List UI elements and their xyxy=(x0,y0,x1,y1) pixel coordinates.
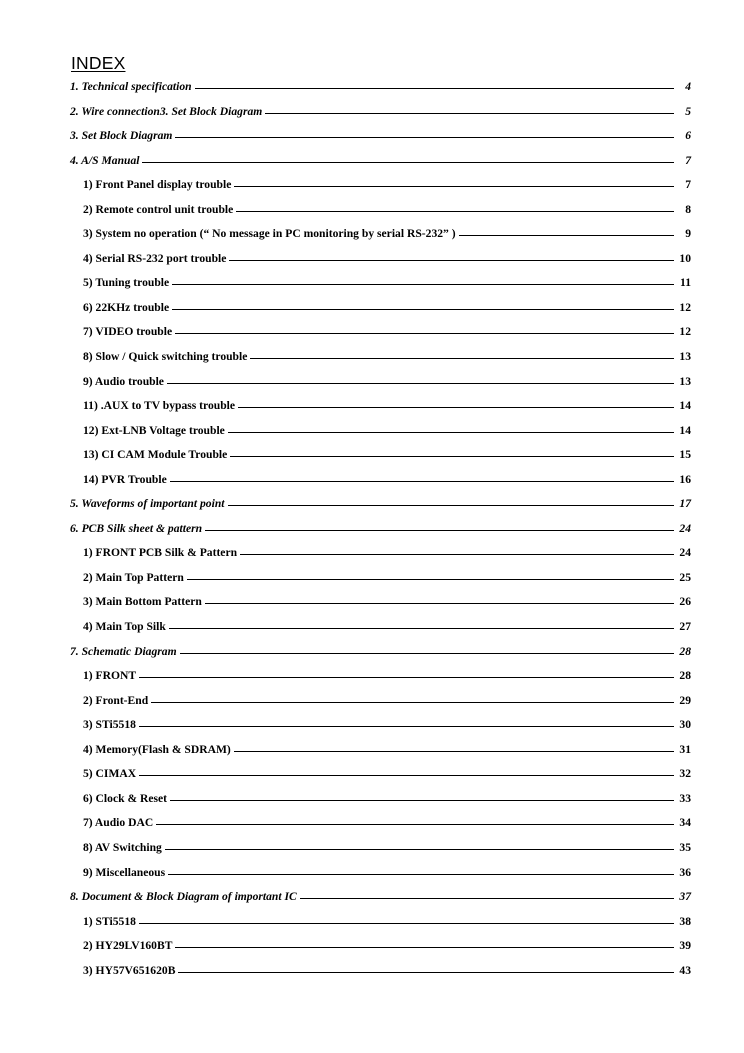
toc-leader-line xyxy=(228,505,675,506)
toc-subsection-entry xyxy=(70,743,691,768)
toc-leader-line xyxy=(142,162,674,163)
toc-subsection-entry xyxy=(70,399,691,424)
toc-leader-line xyxy=(172,284,674,285)
toc-page-number: 43 xyxy=(679,963,691,977)
toc-subsection-entry xyxy=(70,325,691,350)
toc-leader-line xyxy=(178,972,674,973)
toc-subsection-entry xyxy=(70,227,691,252)
toc-leader-line xyxy=(151,702,674,703)
toc-leader-line xyxy=(139,677,674,678)
toc-page-number: 14 xyxy=(679,399,691,413)
toc-page-number: 11 xyxy=(680,276,691,290)
toc-subsection-entry xyxy=(70,252,691,277)
toc-section-entry xyxy=(70,80,691,105)
toc-page-number: 24 xyxy=(679,546,691,560)
toc-leader-line xyxy=(250,358,674,359)
toc-leader-line xyxy=(170,800,674,801)
toc-page-number: 13 xyxy=(679,374,691,388)
toc-subsection-entry xyxy=(70,178,691,203)
toc-entry-label: 7. Schematic Diagram xyxy=(70,644,177,658)
toc-entry-label: 9) Miscellaneous xyxy=(83,865,166,879)
toc-entry-label: 3) HY57V651620B xyxy=(83,963,176,977)
toc-leader-line xyxy=(238,407,674,408)
toc-subsection-entry xyxy=(70,939,691,964)
toc-leader-line xyxy=(175,947,674,948)
toc-leader-line xyxy=(236,211,674,212)
toc-subsection-entry xyxy=(70,375,691,400)
toc-leader-line xyxy=(234,186,674,187)
toc-leader-line xyxy=(229,260,674,261)
toc-subsection-entry xyxy=(70,424,691,449)
toc-page-number: 28 xyxy=(679,644,691,658)
toc-section-entry xyxy=(70,522,691,547)
toc-leader-line xyxy=(172,309,674,310)
toc-page-number: 16 xyxy=(679,472,691,486)
toc-page-number: 15 xyxy=(679,448,691,462)
toc-entry-label: 7) Audio DAC xyxy=(83,816,154,830)
table-of-contents xyxy=(70,80,691,988)
toc-page-number: 39 xyxy=(679,939,691,953)
toc-section-entry xyxy=(70,154,691,179)
toc-leader-line xyxy=(459,235,674,236)
toc-leader-line xyxy=(300,898,674,899)
toc-entry-label: 2) Front-End xyxy=(83,693,149,707)
toc-entry-label: 2) HY29LV160BT xyxy=(83,939,173,953)
toc-page-number: 38 xyxy=(679,914,691,928)
toc-leader-line xyxy=(195,88,674,89)
toc-subsection-entry xyxy=(70,473,691,498)
toc-page-number: 26 xyxy=(679,595,691,609)
toc-subsection-entry xyxy=(70,866,691,891)
toc-entry-label: 3) STi5518 xyxy=(83,718,136,732)
toc-leader-line xyxy=(230,456,674,457)
toc-page-number: 6 xyxy=(685,129,691,143)
toc-leader-line xyxy=(240,554,674,555)
toc-entry-label: 2) Main Top Pattern xyxy=(83,570,184,584)
toc-entry-label: 1) Front Panel display trouble xyxy=(83,178,232,192)
toc-entry-label: 8) AV Switching xyxy=(83,840,162,854)
toc-entry-label: 1) STi5518 xyxy=(83,914,136,928)
toc-leader-line xyxy=(168,874,674,875)
toc-page-number: 24 xyxy=(679,521,691,535)
toc-leader-line xyxy=(228,432,674,433)
toc-entry-label: 2. Wire connection3. Set Block Diagram xyxy=(70,104,263,118)
toc-entry-label: 3) Main Bottom Pattern xyxy=(83,595,202,609)
toc-subsection-entry xyxy=(70,350,691,375)
toc-entry-label: 9) Audio trouble xyxy=(83,374,164,388)
toc-leader-line xyxy=(205,603,674,604)
toc-subsection-entry xyxy=(70,767,691,792)
toc-entry-label: 4) Main Top Silk xyxy=(83,620,166,634)
toc-page-number: 13 xyxy=(679,350,691,364)
toc-entry-label: 13) CI CAM Module Trouble xyxy=(83,448,228,462)
toc-page-number: 29 xyxy=(679,693,691,707)
toc-leader-line xyxy=(139,923,674,924)
toc-entry-label: 8. Document & Block Diagram of important IC xyxy=(70,890,297,904)
toc-subsection-entry xyxy=(70,571,691,596)
toc-subsection-entry xyxy=(70,276,691,301)
toc-entry-label: 3) System no operation (“ No message in PC monitoring by serial RS-232” ) xyxy=(83,227,456,241)
toc-page-number: 27 xyxy=(679,620,691,634)
toc-subsection-entry xyxy=(70,964,691,989)
toc-page-number: 32 xyxy=(679,767,691,781)
toc-page-number: 7 xyxy=(685,178,691,192)
toc-entry-label: 6) Clock & Reset xyxy=(83,791,168,805)
toc-page-number: 37 xyxy=(679,890,691,904)
toc-page-number: 9 xyxy=(685,227,691,241)
toc-page-number: 10 xyxy=(679,251,691,265)
toc-subsection-entry xyxy=(70,792,691,817)
toc-page-number: 4 xyxy=(685,80,691,93)
toc-entry-label: 1. Technical specification xyxy=(70,80,192,93)
toc-entry-label: 11) .AUX to TV bypass trouble xyxy=(83,399,236,413)
toc-page-number: 8 xyxy=(685,202,691,216)
toc-section-entry xyxy=(70,645,691,670)
toc-entry-label: 14) PVR Trouble xyxy=(83,472,167,486)
toc-subsection-entry xyxy=(70,448,691,473)
toc-leader-line xyxy=(156,824,674,825)
toc-entry-label: 6. PCB Silk sheet & pattern xyxy=(70,521,203,535)
toc-page-number: 17 xyxy=(679,497,691,511)
toc-leader-line xyxy=(139,775,674,776)
toc-page-number: 30 xyxy=(679,718,691,732)
toc-entry-label: 3. Set Block Diagram xyxy=(70,129,173,143)
toc-entry-label: 8) Slow / Quick switching trouble xyxy=(83,350,248,364)
toc-leader-line xyxy=(234,751,674,752)
toc-entry-label: 4) Serial RS-232 port trouble xyxy=(83,251,227,265)
toc-subsection-entry xyxy=(70,203,691,228)
toc-subsection-entry xyxy=(70,546,691,571)
toc-leader-line xyxy=(170,481,674,482)
toc-leader-line xyxy=(167,383,674,384)
toc-page-number: 5 xyxy=(685,104,691,118)
toc-subsection-entry xyxy=(70,669,691,694)
toc-subsection-entry xyxy=(70,620,691,645)
toc-subsection-entry xyxy=(70,841,691,866)
toc-section-entry xyxy=(70,105,691,130)
toc-page-number: 25 xyxy=(679,570,691,584)
toc-subsection-entry xyxy=(70,301,691,326)
toc-page-number: 28 xyxy=(679,669,691,683)
toc-subsection-entry xyxy=(70,718,691,743)
toc-subsection-entry xyxy=(70,595,691,620)
toc-page-number: 7 xyxy=(685,153,691,167)
toc-entry-label: 5. Waveforms of important point xyxy=(70,497,225,511)
toc-entry-label: 12) Ext-LNB Voltage trouble xyxy=(83,423,225,437)
toc-page-number: 12 xyxy=(679,300,691,314)
toc-entry-label: 1) FRONT xyxy=(83,669,137,683)
toc-page-number: 12 xyxy=(679,325,691,339)
toc-subsection-entry xyxy=(70,915,691,940)
toc-entry-label: 6) 22KHz trouble xyxy=(83,300,170,314)
toc-leader-line xyxy=(169,628,674,629)
toc-entry-label: 7) VIDEO trouble xyxy=(83,325,173,339)
toc-leader-line xyxy=(265,113,674,114)
toc-subsection-entry xyxy=(70,694,691,719)
toc-leader-line xyxy=(187,579,674,580)
toc-leader-line xyxy=(175,333,674,334)
toc-section-entry xyxy=(70,890,691,915)
toc-leader-line xyxy=(165,849,674,850)
toc-leader-line xyxy=(180,653,674,654)
toc-entry-label: 4) Memory(Flash & SDRAM) xyxy=(83,742,231,756)
toc-entry-label: 1) FRONT PCB Silk & Pattern xyxy=(83,546,238,560)
toc-section-entry xyxy=(70,497,691,522)
toc-entry-label: 5) Tuning trouble xyxy=(83,276,170,290)
toc-page-number: 31 xyxy=(679,742,691,756)
toc-page-number: 35 xyxy=(679,840,691,854)
toc-page-number: 36 xyxy=(679,865,691,879)
toc-entry-label: 2) Remote control unit trouble xyxy=(83,202,234,216)
toc-page-number: 33 xyxy=(679,791,691,805)
toc-leader-line xyxy=(175,137,674,138)
toc-section-entry xyxy=(70,129,691,154)
toc-leader-line xyxy=(139,726,674,727)
toc-entry-label: 4. A/S Manual xyxy=(70,153,140,167)
index-title: INDEX xyxy=(71,53,126,73)
toc-page-number: 34 xyxy=(679,816,691,830)
toc-page-number: 14 xyxy=(679,423,691,437)
toc-entry-label: 5) CIMAX xyxy=(83,767,137,781)
toc-subsection-entry xyxy=(70,816,691,841)
toc-leader-line xyxy=(205,530,674,531)
